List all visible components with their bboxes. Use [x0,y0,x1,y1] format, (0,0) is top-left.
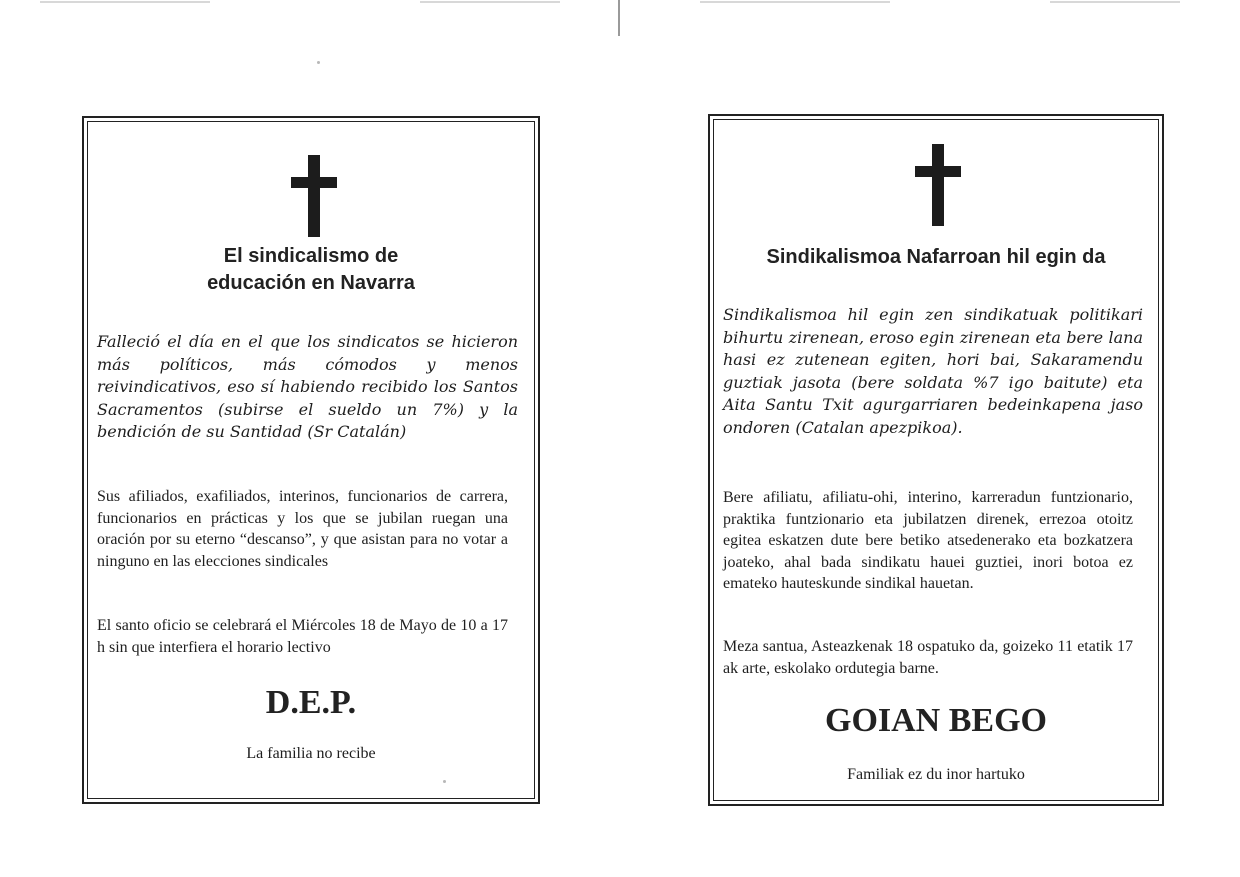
notice-service-paragraph: Meza santua, Asteazkenak 18 ospatuko da, goizeko 11 etatik 17 ak arte, eskolako ordutegia barne. [723,638,1133,677]
obituary-notice-spanish [82,116,540,804]
notice-footer: Familiak ez du inor hartuko [847,766,1025,783]
notice-mourners-paragraph: Sus afiliados, exafiliados, interinos, funcionarios de carrera, funcionarios en prácticas y los que se jubilan ruegan una oración por su eterno “descanso”, y que asistan para no votar a ninguno en las elecciones sindicales [97,488,508,570]
notice-service-paragraph: El santo oficio se celebrará el Miércoles 18 de Mayo de 10 a 17 h sin que interfiera el horario lectivo [97,617,508,656]
notice-intro-paragraph: Sindikalismoa hil egin zen sindikatuak politikari bihurtu zirenean, eroso egin zirenean eta bere lana hasi ez zutenean egiten, hori bai, Sakaramendu guztiak jasota (bere soldata %7 igo baitute) eta Aita Santu Txit agurgarriaren bedeinkapena jaso ondoren (Catalan apezpikoa). [723,305,1143,437]
notice-title: El sindicalismo de educación en Navarra [207,245,415,294]
notice-closing: D.E.P. [265,684,357,721]
scan-mark [420,1,560,3]
latin-cross-icon [291,155,337,237]
scan-mark [40,1,210,3]
notice-intro-paragraph: Falleció el día en el que los sindicatos se hicieron más políticos, más cómodos y menos reivindicativos, eso sí habiendo recibido los Santos Sacramentos (subirse el sueldo un 7%) y la bendición de su Santidad (Sr Catalán) [97,332,518,441]
notice-footer: La familia no recibe [246,745,376,762]
notice-closing: GOIAN BEGO [825,702,1047,739]
notice-mourners-paragraph: Bere afiliatu, afiliatu-ohi, interino, karreradun funtzionario, praktika funtzionario eta jubilatzen direnek, errezoa otoitz egitea eskatzen dute bere betiko atsedenerako eta bozkatzera joateko, ahal bada sindikatu hauei guztiei, inori botoa ez emateko hauteskunde sindikal hauetan. [723,489,1133,592]
latin-cross-icon [915,144,961,226]
notice-inner-frame [87,121,535,799]
scan-speck [317,61,320,64]
scan-mark [700,1,890,3]
notice-title: Sindikalismoa Nafarroan hil egin da [766,246,1106,268]
obituary-notice-basque [708,114,1164,806]
notice-inner-frame [713,119,1159,801]
scan-mark [1050,1,1180,3]
page-fold-line [618,0,620,36]
